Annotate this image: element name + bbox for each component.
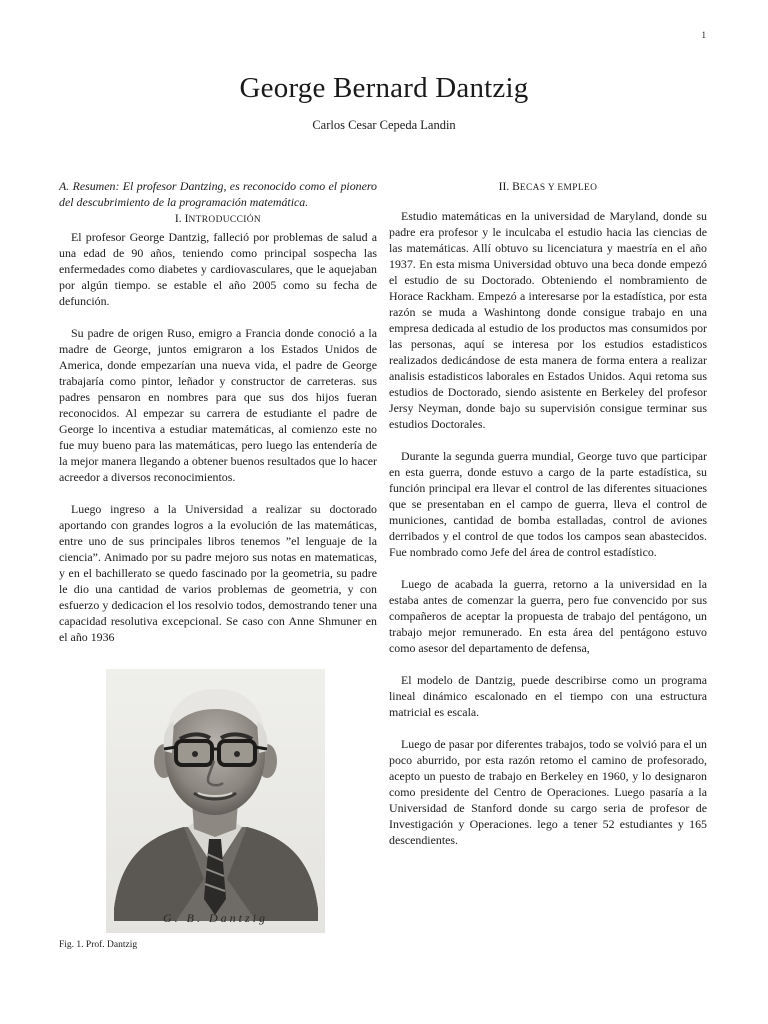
section-numeral: I.	[174, 212, 182, 225]
signature: G. B. Dantzig	[163, 911, 268, 925]
figure-caption: Fig. 1. Prof. Dantzig	[59, 940, 138, 950]
paragraph: El profesor George Dantzig, falleció por problemas de salud a una edad de 90 años, teniendo como principal sospecha las enfermedades como diabetes y cardiovasculares, que le aquejaban por algún tiempo. se estable el año 2005 como su fecha de defunción.	[59, 230, 377, 308]
section-numeral: II.	[498, 180, 510, 193]
paragraph: Luego ingreso a la Universidad a realizar su doctorado aportando con grandes logros a la evolución de las matemáticas, entre uno de sus principales libros tenemos ”el lenguaje de la ciencia”. Animado por su padre mejoro sus notas en matematicas, y en el bachillerato se quedo fascinado por la geometria, su padre le dio una cantidad de varios problemas de geometria, y con esfuerzo y dedicacion el los resolvio todos, demostrando tener una capacidad resolutiva excepcional. Se caso con Anne Shmuner en el año 1936	[59, 502, 377, 644]
paragraph: Durante la segunda guerra mundial, George tuvo que participar en esta guerra, donde estuvo a cargo de la parte estadística, su función principal era llevar el control de las diferentes situaciones que se presentaban en el campo de guerra, lleva el control de municiones, cantidad de bomba estalladas, control de aviones derribados y el control de que todos los campos sean abastecidos. Fue nombrado como Jefe del área de control estadístico.	[389, 449, 707, 559]
paragraph: Su padre de origen Ruso, emigro a Francia donde conoció a la madre de George, juntos emigraron a los Estados Unidos de America, donde empezarían una nueva vida, el padre de George trabajaría como pintor, leñador y constructor de carreteras. sus padres pensaron en nombres para que sus dos hijos fueran reconocidos. Al empezar su carrera de estudiante el padre de George lo incentiva a estudiar matemáticas, al comienzo este no fue muy bueno para las matemáticas, pero luego las entendería de la mejor manera llegando a obtener buenos resultados que lo hacer acreedor a diversos reconocimientos.	[59, 326, 377, 484]
section-heading-introduccion	[59, 211, 377, 228]
paragraph: El modelo de Dantzig, puede describirse como un programa lineal dinámico escalonado en el tiempo con una estructura matricial es escala.	[389, 673, 707, 719]
page-number: 1	[701, 30, 706, 40]
portrait-figure	[106, 669, 325, 933]
portrait-photo	[106, 669, 325, 933]
section-first-letter: B	[512, 180, 520, 193]
section-first-letter: I	[184, 212, 189, 225]
right-column	[389, 178, 707, 848]
paragraph: Luego de pasar por diferentes trabajos, todo se volvió para el un poco aburrido, por esta razón retomo el camino de profesorado, acepto un puesto de trabajo en Berkeley en 1960, y lo designaron como presidente del Centro de Operaciones. Luego pasaría a la Universidad de Stanford donde su cargo seria de profesor de Investigación y Operaciones. lego a tener 52 estudiantes y 165 descendientes.	[389, 737, 707, 847]
abstract: A. Resumen: El profesor Dantzing, es reconocido como el pionero del descubrimiento de la programación matemática.	[59, 179, 377, 209]
section-heading-becas-y-empleo	[389, 179, 707, 196]
section-title-rest: NTRODUCCIÓN	[188, 215, 262, 225]
paper-author: Carlos Cesar Cepeda Landin	[312, 118, 456, 132]
section-title-rest: ECAS Y EMPLEO	[519, 183, 598, 193]
paragraph: Estudio matemáticas en la universidad de Maryland, donde su padre era profesor y le inculcaba el estudio hacia las ciencias de las matemáticas. Allí obtuvo su licenciatura y maestría en el año 1937. En esta misma Universidad obtuvo una beca donde empezó el estudio de su Doctorado. Obteniendo el nombramiento de Horace Rackham. Empezó a interesarse por la estadística, por esta razón se muda a Washintong donde consigue trabajo en una empresa dedicada al estudio de los productos mas consumidos por las personas, aquí se interesa por los estudios estadisticos realizados dedicándose de esta manera de forma entera a realizar analisis estadisticos laborales en Estados Unidos. Aqui retoma sus estudios de Doctorado, siendo asistente en Berkeley del profesor Jersy Neyman, donde bajo su supervisión consigue terminar sus estudios Doctorales.	[389, 209, 707, 431]
paper-title: George Bernard Dantzig	[239, 72, 529, 104]
left-column	[59, 178, 377, 645]
paragraph: Luego de acabada la guerra, retorno a la universidad en la estaba antes de comenzar la guerra, pero fue convencido por sus compañeros de aceptar la propuesta de trabajo del pentágono, un trabajo mejor remunerado. En esta área del pentágono estuvo como asesor del departamento de defensa,	[389, 577, 707, 655]
